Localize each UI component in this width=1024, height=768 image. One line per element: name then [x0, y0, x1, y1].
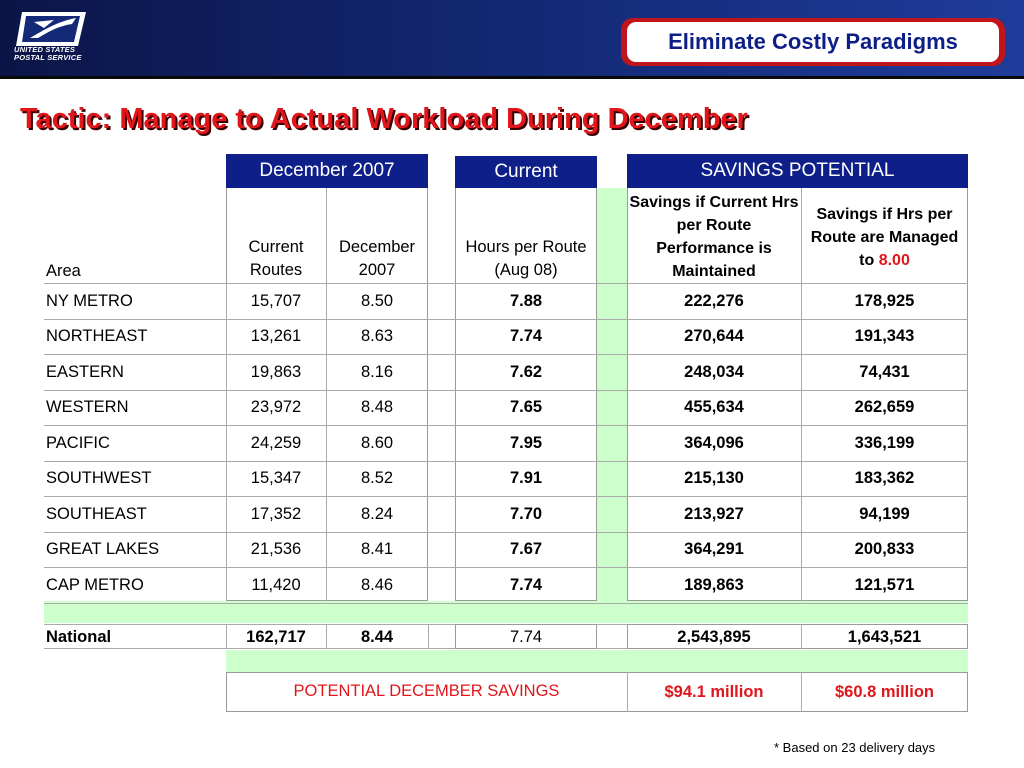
col-header-current-routes: Current Routes: [248, 238, 304, 279]
table-cell-hpr: 7.74: [509, 575, 543, 594]
table-cell-s-mgd: 200,833: [854, 540, 915, 559]
table-cell-routes: 15,347: [250, 469, 302, 488]
potential-savings-label: POTENTIAL DECEMBER SAVINGS: [293, 681, 560, 700]
table-cell-dec: 8.16: [360, 362, 394, 381]
table-cell-area: WESTERN: [46, 398, 129, 417]
header-divider: [0, 76, 1024, 79]
table-cell-hpr: 7.91: [509, 469, 543, 488]
green-band-savings-separator: [597, 188, 627, 620]
table-cell-hpr: 7.67: [509, 540, 543, 559]
table-cell-routes: 11,420: [251, 575, 301, 594]
table-cell-area: NORTHEAST: [46, 327, 148, 346]
table-cell-area: SOUTHEAST: [46, 504, 147, 523]
table-cell-dec: 8.52: [360, 469, 394, 488]
page-title: Tactic: Manage to Actual Workload During December: [20, 103, 748, 135]
col-header-december-2007: December 2007: [338, 238, 416, 279]
table-cell-s-cur: 364,291: [684, 540, 744, 559]
row-gridline: [44, 603, 968, 604]
group-header-savings-potential: SAVINGS POTENTIAL: [627, 154, 968, 188]
table-cell-s-cur: 189,863: [684, 575, 744, 594]
table-cell-dec: 8.63: [360, 327, 394, 346]
table-cell-s-mgd: 121,571: [854, 575, 915, 594]
target-hours-value: 8.00: [878, 251, 910, 269]
table-cell-area: NY METRO: [46, 291, 133, 310]
table-cell-area: CAP METRO: [46, 575, 144, 594]
table-cell-dec: 8.48: [360, 398, 394, 417]
table-cell-hpr: 7.62: [509, 362, 543, 381]
table-cell-routes: 19,863: [250, 362, 302, 381]
table-cell-routes: 17,352: [250, 504, 302, 523]
national-area: National: [46, 627, 112, 646]
table-cell-routes: 21,536: [250, 540, 302, 559]
table-cell-area: PACIFIC: [46, 433, 110, 452]
table-cell-hpr: 7.88: [509, 291, 543, 310]
table-cell-area: EASTERN: [46, 362, 124, 381]
table-cell-s-mgd: 262,659: [854, 398, 915, 417]
table-cell-s-mgd: 191,343: [854, 327, 915, 346]
national-routes: 162,717: [246, 627, 306, 646]
col-header-area: Area: [46, 261, 81, 280]
green-band-before-national: [44, 601, 968, 623]
potential-savings-current: $94.1 million: [664, 682, 764, 701]
national-dec: 8.44: [360, 627, 394, 646]
national-hpr: 7.74: [509, 627, 543, 646]
table-cell-dec: 8.60: [360, 433, 394, 452]
table-cell-s-cur: 455,634: [684, 398, 744, 417]
footnote: * Based on 23 delivery days: [774, 740, 936, 755]
national-divider-3: [428, 624, 429, 649]
group-header-current: Current: [455, 156, 597, 188]
table-cell-area: SOUTHWEST: [46, 469, 152, 488]
table-cell-s-cur: 364,096: [684, 433, 744, 452]
table-cell-dec: 8.41: [360, 540, 394, 559]
table-cell-s-mgd: 178,925: [854, 291, 915, 310]
badge-title: Eliminate Costly Paradigms: [627, 22, 999, 62]
table-cell-routes: 24,259: [250, 433, 302, 452]
table-cell-area: GREAT LAKES: [46, 540, 160, 559]
table-cell-hpr: 7.65: [509, 398, 543, 417]
table-cell-s-mgd: 94,199: [859, 504, 910, 523]
logo-text: UNITED STATES POSTAL SERVICE: [14, 45, 82, 62]
table-cell-hpr: 7.70: [509, 504, 543, 523]
green-band-after-national: [226, 650, 968, 672]
table-cell-s-mgd: 183,362: [854, 469, 915, 488]
table-cell-dec: 8.46: [360, 575, 394, 594]
table-cell-s-cur: 248,034: [684, 362, 744, 381]
table-cell-s-cur: 222,276: [684, 291, 744, 310]
table-cell-routes: 15,707: [250, 291, 302, 310]
col-header-savings-current: Savings if Current Hrs per Route Performance is Maintained: [629, 194, 799, 280]
col-header-hours-per-route: Hours per Route (Aug 08): [465, 238, 587, 279]
table-cell-s-cur: 270,644: [684, 327, 744, 346]
table-cell-hpr: 7.74: [509, 327, 543, 346]
section-badge: [621, 18, 1005, 66]
group-header-december-2007: December 2007: [226, 154, 428, 188]
table-cell-s-mgd: 74,431: [859, 362, 910, 381]
potential-savings-managed: $60.8 million: [834, 682, 935, 701]
national-savings-current: 2,543,895: [677, 627, 751, 646]
table-cell-hpr: 7.95: [509, 433, 543, 452]
table-cell-dec: 8.50: [360, 291, 394, 310]
table-cell-s-cur: 213,927: [684, 504, 744, 523]
table-cell-routes: 13,261: [250, 327, 302, 346]
table-cell-s-cur: 215,130: [684, 469, 744, 488]
table-cell-dec: 8.24: [360, 504, 394, 523]
table-cell-s-mgd: 336,199: [854, 433, 915, 452]
table-cell-routes: 23,972: [250, 398, 302, 417]
national-savings-managed: 1,643,521: [847, 627, 922, 646]
col-header-savings-managed-text: Savings if Hrs per Route are Managed to: [810, 205, 959, 269]
